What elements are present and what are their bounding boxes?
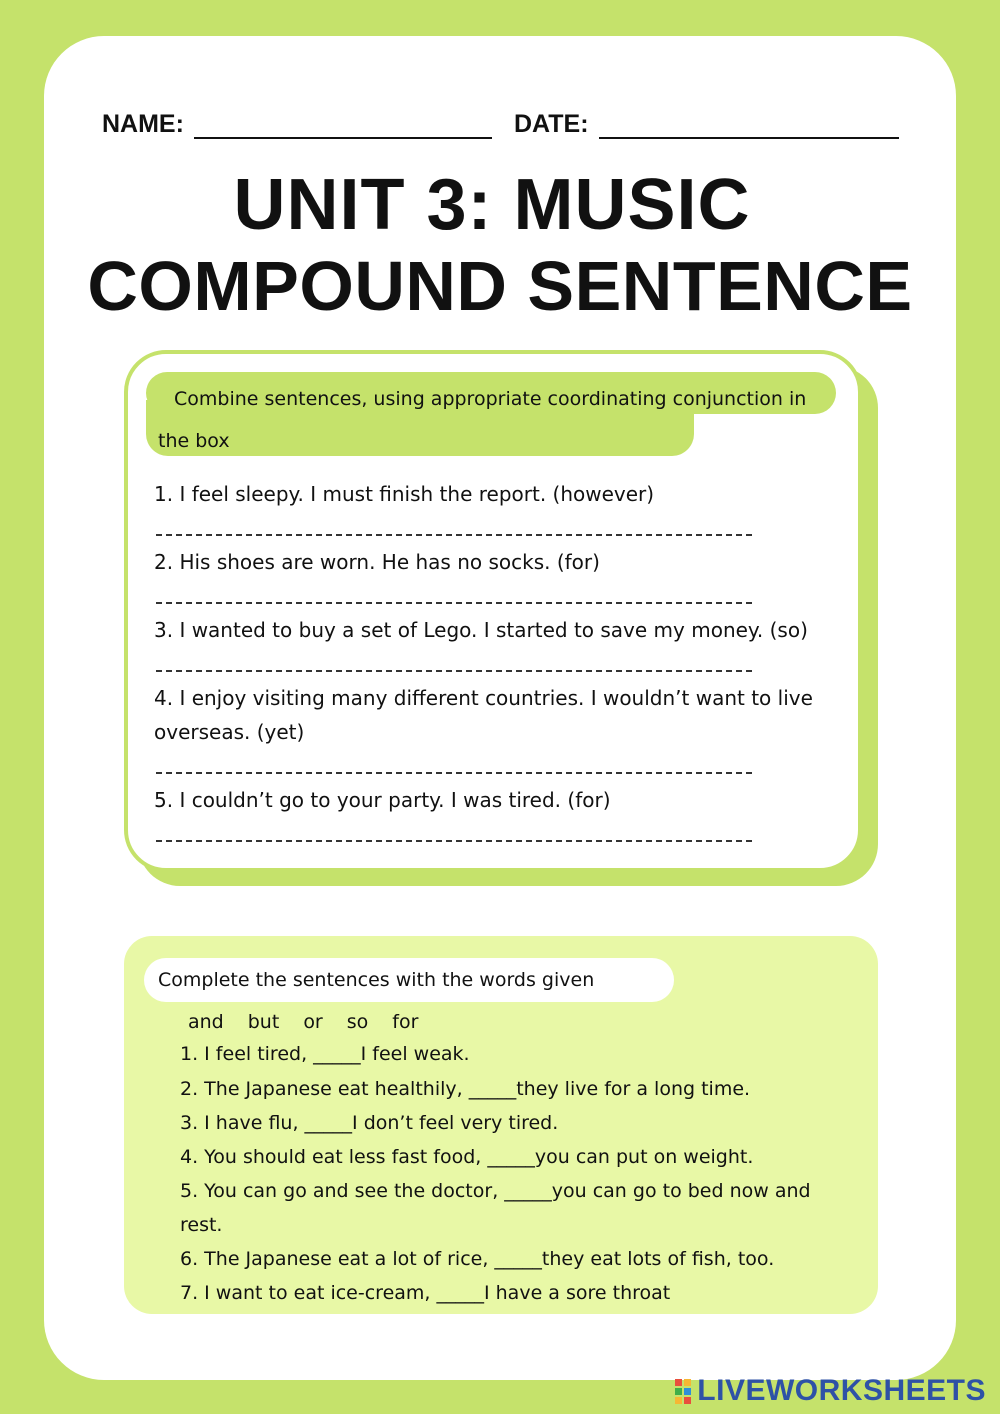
exercise1-question-5: 5. I couldn’t go to your party. I was tired. (for) bbox=[154, 788, 611, 812]
date-blank-line[interactable] bbox=[599, 117, 899, 139]
exercise1-answer-line-3[interactable] bbox=[156, 670, 752, 672]
name-label: NAME: bbox=[102, 110, 184, 138]
word-bank-item: but bbox=[247, 1011, 280, 1033]
exercise2-instruction: Complete the sentences with the words given bbox=[158, 969, 595, 991]
exercise1-instruction: Combine sentences, using appropriate coordinating conjunction in the box bbox=[158, 388, 807, 452]
exercise1-answer-line-2[interactable] bbox=[156, 602, 752, 604]
exercise2-sentence-7: 7. I want to eat ice-cream, _____I have a sore throat bbox=[180, 1282, 671, 1304]
exercise1-answer-line-4[interactable] bbox=[156, 772, 752, 774]
word-bank-item: and bbox=[188, 1011, 224, 1033]
name-field bbox=[102, 110, 492, 139]
exercise1-question-4-continued: overseas. (yet) bbox=[154, 720, 305, 744]
exercise1-question-1: 1. I feel sleepy. I must finish the report. (however) bbox=[154, 482, 655, 506]
exercise1-question-4: 4. I enjoy visiting many different countries. I wouldn’t want to live bbox=[154, 686, 813, 710]
page-title: UNIT 3: MUSIC bbox=[233, 165, 751, 245]
exercise2-sentence-5: 5. You can go and see the doctor, _____you can go to bed now and bbox=[180, 1180, 811, 1202]
exercise2-sentence-5-continued: rest. bbox=[180, 1214, 223, 1236]
liveworksheets-watermark bbox=[675, 1374, 986, 1408]
exercise2-sentence-4: 4. You should eat less fast food, _____you can put on weight. bbox=[180, 1146, 754, 1168]
page-subtitle: COMPOUND SENTENCE bbox=[87, 247, 913, 325]
date-label: DATE: bbox=[514, 110, 589, 138]
word-bank-item: so bbox=[346, 1011, 369, 1033]
exercise2-sentence-3: 3. I have flu, _____I don’t feel very tired. bbox=[180, 1112, 559, 1134]
exercise2-sentence-2: 2. The Japanese eat healthily, _____they live for a long time. bbox=[180, 1078, 751, 1100]
exercise2-sentence-6: 6. The Japanese eat a lot of rice, _____they eat lots of fish, too. bbox=[180, 1248, 775, 1270]
exercise1-answer-line-5[interactable] bbox=[156, 840, 752, 842]
name-blank-line[interactable] bbox=[194, 117, 492, 139]
exercise2-sentence-1: 1. I feel tired, _____I feel weak. bbox=[180, 1043, 470, 1065]
exercise1-question-2: 2. His shoes are worn. He has no socks. (for) bbox=[154, 550, 600, 574]
word-bank bbox=[188, 1008, 418, 1036]
word-bank-item: or bbox=[303, 1011, 323, 1033]
liveworksheets-logo-icon bbox=[675, 1379, 691, 1404]
liveworksheets-wordmark: LIVEWORKSHEETS bbox=[697, 1374, 986, 1407]
exercise1-question-3: 3. I wanted to buy a set of Lego. I started to save my money. (so) bbox=[154, 618, 808, 642]
exercise1-answer-line-1[interactable] bbox=[156, 534, 752, 536]
date-field bbox=[514, 110, 899, 139]
word-bank-item: for bbox=[392, 1011, 419, 1033]
